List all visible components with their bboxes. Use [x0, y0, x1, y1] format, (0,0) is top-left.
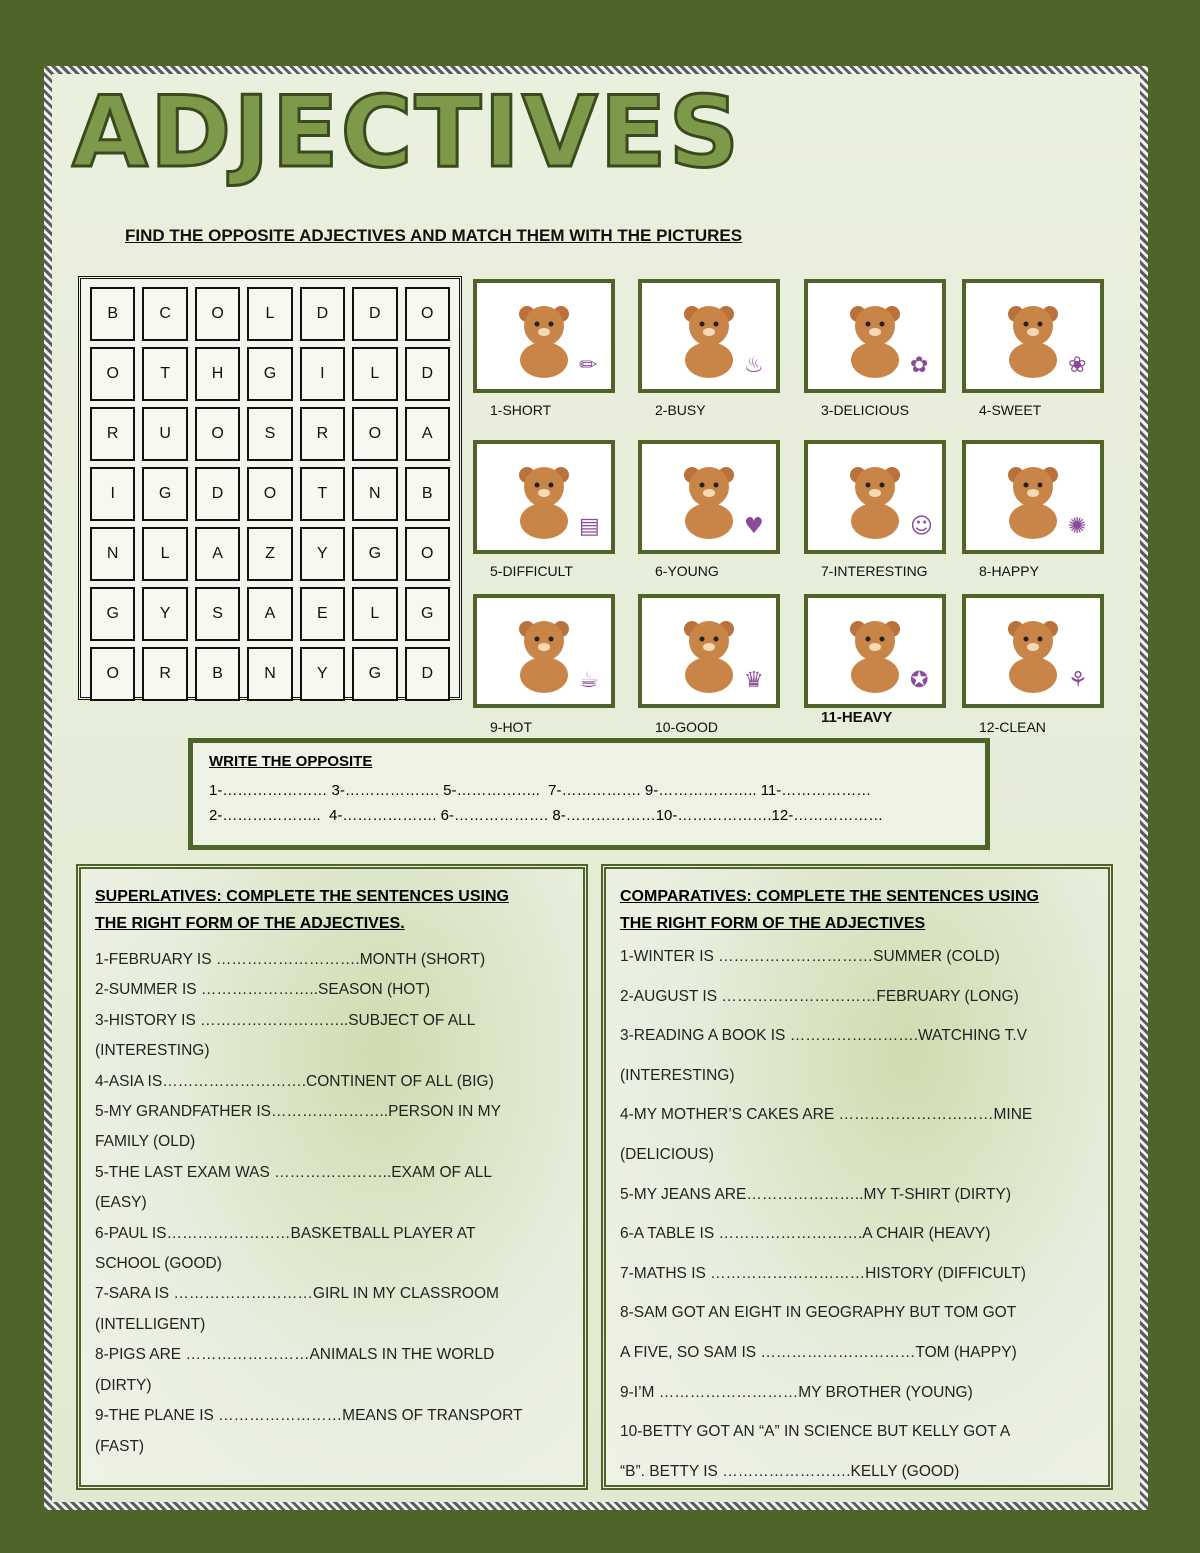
svg-text:⚘: ⚘	[1068, 668, 1088, 693]
grid-letter: A	[247, 587, 292, 641]
grid-row	[90, 647, 450, 701]
grid-letter: N	[352, 467, 397, 521]
picture-label: 7-INTERESTING	[821, 563, 928, 579]
grid-letter: A	[405, 407, 450, 461]
svg-text:☕: ☕	[579, 668, 599, 693]
word-search-grid	[78, 276, 462, 700]
svg-text:❀: ❀	[1068, 353, 1087, 378]
picture-card	[804, 594, 946, 708]
grid-letter: Y	[142, 587, 187, 641]
grid-letter: E	[300, 587, 345, 641]
picture-card	[473, 440, 615, 554]
bear-ironing-icon	[650, 291, 768, 381]
sentence-line: (INTERESTING)	[95, 1042, 210, 1060]
picture-card	[638, 594, 780, 708]
bear-books-icon	[485, 452, 603, 542]
write-opposite-heading: WRITE THE OPPOSITE	[209, 753, 373, 770]
picture-label: 2-BUSY	[655, 402, 706, 418]
sentence-line: 4-ASIA IS……………………….CONTINENT OF ALL (BIG)	[95, 1072, 494, 1090]
grid-letter: I	[300, 347, 345, 401]
comparatives-heading-2: THE RIGHT FORM OF THE ADJECTIVES	[620, 915, 926, 932]
grid-letter: D	[352, 287, 397, 341]
comparatives-sentences	[620, 937, 1094, 1491]
grid-letter: O	[247, 467, 292, 521]
grid-letter: C	[142, 287, 187, 341]
picture-label: 8-HAPPY	[979, 563, 1039, 579]
picture-card	[962, 440, 1104, 554]
picture-card	[638, 279, 780, 393]
sentence-line: (INTERESTING)	[620, 1066, 735, 1084]
grid-letter: R	[90, 407, 135, 461]
grid-row	[90, 287, 450, 341]
svg-text:☺: ☺	[910, 514, 933, 539]
grid-row	[90, 467, 450, 521]
grid-letter: I	[90, 467, 135, 521]
grid-letter: D	[195, 467, 240, 521]
grid-letter: H	[195, 347, 240, 401]
sentence-line: 3-READING A BOOK IS …………………….WATCHING T.V	[620, 1027, 1028, 1045]
sentence-line: FAMILY (OLD)	[95, 1133, 196, 1151]
grid-letter: T	[142, 347, 187, 401]
grid-letter: O	[405, 287, 450, 341]
superlatives-sentences	[95, 945, 569, 1462]
sentence-line: 8-PIGS ARE ……………………ANIMALS IN THE WORLD	[95, 1346, 495, 1364]
grid-letter: A	[195, 527, 240, 581]
picture-card	[962, 594, 1104, 708]
sentence-line: 7-SARA IS ………………………GIRL IN MY CLASSROOM	[95, 1285, 499, 1303]
picture-label: 10-GOOD	[655, 719, 719, 735]
grid-letter: G	[142, 467, 187, 521]
sentence-line: (FAST)	[95, 1437, 145, 1455]
picture-label: 12-CLEAN	[979, 719, 1046, 735]
grid-row	[90, 347, 450, 401]
sentence-line: 5-MY GRANDFATHER IS…………………..PERSON IN MY	[95, 1103, 501, 1121]
grid-letter: S	[247, 407, 292, 461]
picture-card	[638, 440, 780, 554]
instruction: FIND THE OPPOSITE ADJECTIVES AND MATCH THEM WITH THE PICTURES	[125, 226, 743, 245]
svg-text:♥: ♥	[744, 514, 764, 539]
sentence-line: 5-THE LAST EXAM WAS …………………..EXAM OF ALL	[95, 1163, 493, 1181]
grid-letter: G	[352, 647, 397, 701]
grid-letter: S	[195, 587, 240, 641]
svg-text:▤: ▤	[579, 514, 600, 539]
grid-letter: N	[90, 527, 135, 581]
grid-letter: O	[195, 287, 240, 341]
grid-letter: Y	[300, 647, 345, 701]
grid-letter: R	[142, 647, 187, 701]
picture-card	[804, 279, 946, 393]
sentence-line: “B”. BETTY IS …………………….KELLY (GOOD)	[620, 1462, 960, 1480]
sentence-line: 10-BETTY GOT AN “A” IN SCIENCE BUT KELLY GOT A	[620, 1423, 1011, 1441]
sentence-line: A FIVE, SO SAM IS …………………………TOM (HAPPY)	[620, 1343, 1017, 1361]
picture-card	[804, 440, 946, 554]
bear-bee-icon	[974, 452, 1092, 542]
bear-cupcake-icon	[974, 291, 1092, 381]
bear-heart-balloon-icon	[650, 452, 768, 542]
grid-letter: G	[90, 587, 135, 641]
grid-letter: D	[405, 347, 450, 401]
grid-letter: G	[247, 347, 292, 401]
sentence-line: 9-I’M ………………………MY BROTHER (YOUNG)	[620, 1383, 973, 1401]
sentence-line: 2-AUGUST IS …………………………FEBRUARY (LONG)	[620, 987, 1019, 1005]
bear-reading-icon	[816, 452, 934, 542]
grid-letter: O	[352, 407, 397, 461]
grid-letter: L	[142, 527, 187, 581]
sentence-line: 6-A TABLE IS ……………………….A CHAIR (HEAVY)	[620, 1225, 991, 1243]
write-opposite-box	[188, 738, 990, 850]
picture-label: 5-DIFFICULT	[490, 563, 573, 579]
bear-trophy-icon	[650, 606, 768, 696]
bear-salad-icon	[816, 291, 934, 381]
bear-toys-icon	[974, 606, 1092, 696]
sentence-line: 2-SUMMER IS …………………..SEASON (HOT)	[95, 981, 430, 999]
picture-label: 1-SHORT	[490, 402, 552, 418]
grid-letter: O	[90, 347, 135, 401]
grid-letter: B	[405, 467, 450, 521]
sentence-line: 7-MATHS IS …………………………HISTORY (DIFFICULT)	[620, 1264, 1026, 1282]
page-title: ADJECTIVES	[72, 76, 742, 190]
picture-label: 9-HOT	[490, 719, 532, 735]
grid-letter: N	[247, 647, 292, 701]
picture-label: 4-SWEET	[979, 402, 1042, 418]
bears-pie-icon	[816, 606, 934, 696]
picture-label: 3-DELICIOUS	[821, 402, 909, 418]
grid-letter: G	[405, 587, 450, 641]
grid-row	[90, 587, 450, 641]
comparatives-heading-1: COMPARATIVES: COMPLETE THE SENTENCES USING	[620, 888, 1039, 905]
grid-row	[90, 407, 450, 461]
grid-letter: D	[405, 647, 450, 701]
svg-text:✺: ✺	[1068, 514, 1087, 539]
sentence-line: 4-MY MOTHER’S CAKES ARE …………………………MINE	[620, 1106, 1033, 1124]
grid-letter: L	[247, 287, 292, 341]
grid-letter: B	[195, 647, 240, 701]
sentence-line: 1-FEBRUARY IS ……………………….MONTH (SHORT)	[95, 951, 486, 968]
superlatives-box	[76, 864, 588, 1490]
sentence-line: (DELICIOUS)	[620, 1145, 714, 1163]
grid-letter: U	[142, 407, 187, 461]
sentence-line: 6-PAUL IS……………………BASKETBALL PLAYER AT	[95, 1224, 476, 1242]
svg-text:✿: ✿	[910, 353, 929, 378]
sentence-line: 5-MY JEANS ARE…………………..MY T-SHIRT (DIRTY)	[620, 1185, 1012, 1203]
sentence-line: 1-WINTER IS …………………………SUMMER (COLD)	[620, 948, 1000, 965]
picture-card	[473, 594, 615, 708]
svg-text:♛: ♛	[744, 668, 764, 693]
sentence-line: (INTELLIGENT)	[95, 1315, 206, 1333]
sentence-line: (EASY)	[95, 1194, 147, 1212]
grid-letter: R	[300, 407, 345, 461]
word-search-table	[83, 281, 457, 707]
sentence-line: 9-THE PLANE IS ……………………MEANS OF TRANSPORT	[95, 1407, 523, 1425]
svg-text:✏: ✏	[579, 353, 598, 378]
svg-text:♨: ♨	[744, 353, 764, 378]
picture-card	[962, 279, 1104, 393]
sentence-line: 8-SAM GOT AN EIGHT IN GEOGRAPHY BUT TOM GOT	[620, 1304, 1017, 1322]
sentence-line: (DIRTY)	[95, 1376, 152, 1394]
grid-row	[90, 527, 450, 581]
opposite-line-2: 2-……………….. 4-………………. 6-………………. 8-………………10-……………….12-………………	[209, 807, 884, 824]
sentence-line: SCHOOL (GOOD)	[95, 1255, 222, 1273]
superlatives-heading-1: SUPERLATIVES: COMPLETE THE SENTENCES USING	[95, 888, 509, 905]
bear-pencil-icon	[485, 291, 603, 381]
grid-letter: O	[195, 407, 240, 461]
sentence-line: 3-HISTORY IS ………………………..SUBJECT OF ALL	[95, 1011, 476, 1029]
grid-letter: O	[405, 527, 450, 581]
grid-letter: Y	[300, 527, 345, 581]
grid-letter: L	[352, 347, 397, 401]
grid-letter: G	[352, 527, 397, 581]
grid-letter: T	[300, 467, 345, 521]
grid-letter: L	[352, 587, 397, 641]
opposite-line-1: 1-………………… 3-………………. 5-…………….. 7-……………. 9-……………….. 11-………………	[209, 782, 872, 799]
picture-card	[473, 279, 615, 393]
picture-label: 11-HEAVY	[821, 709, 893, 726]
grid-letter: O	[90, 647, 135, 701]
grid-letter: B	[90, 287, 135, 341]
superlatives-heading-2: THE RIGHT FORM OF THE ADJECTIVES.	[95, 915, 405, 932]
picture-label: 6-YOUNG	[655, 563, 719, 579]
svg-text:✪: ✪	[910, 668, 929, 693]
grid-letter: D	[300, 287, 345, 341]
grid-letter: Z	[247, 527, 292, 581]
comparatives-box	[601, 864, 1113, 1490]
bear-coffee-icon	[485, 606, 603, 696]
